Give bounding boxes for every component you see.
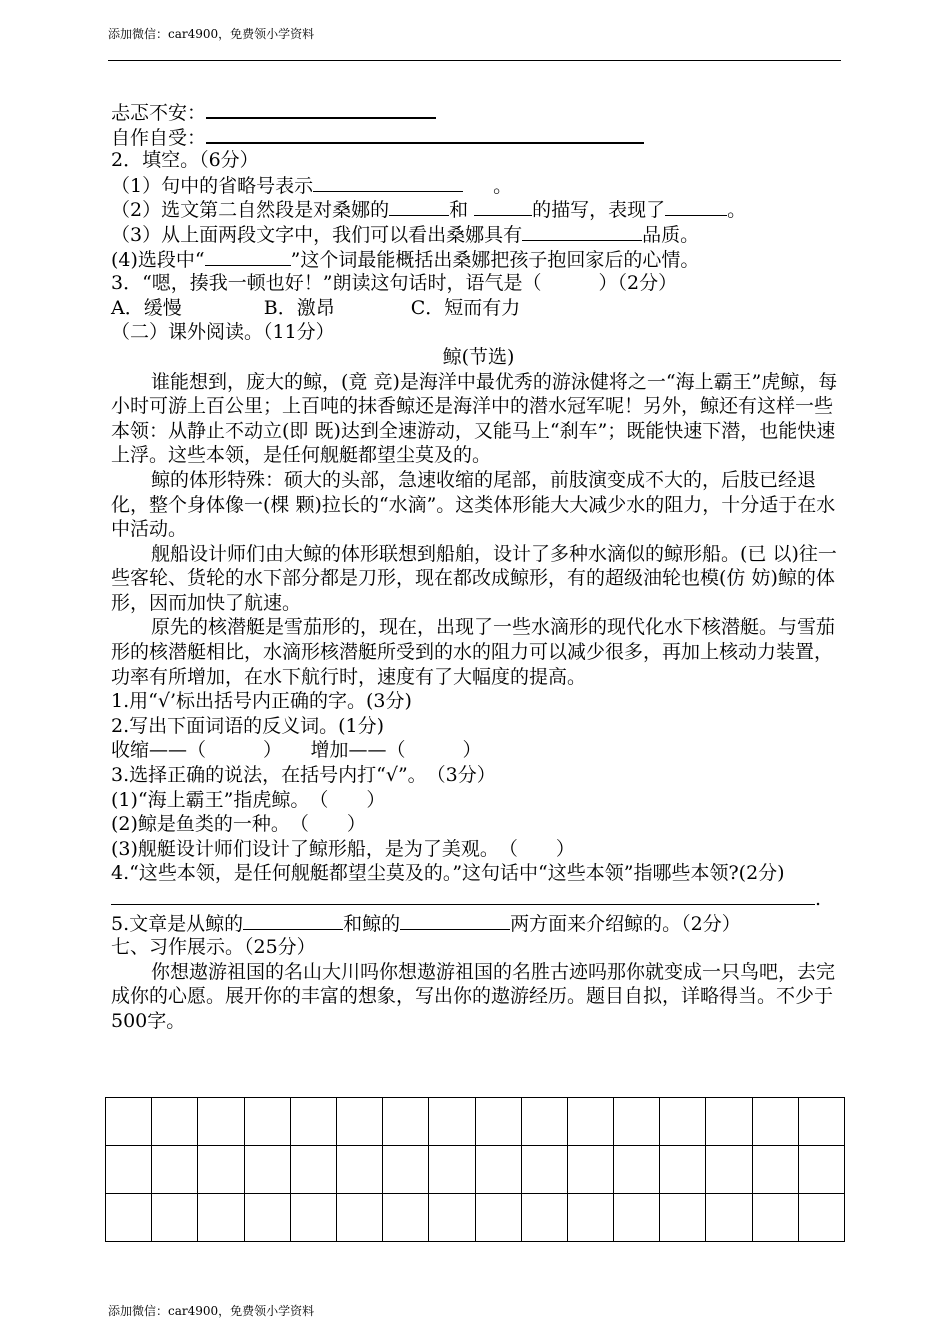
writing-prompt: 你想遨游祖国的名山大川吗你想遨游祖国的名胜古迹吗那你就变成一只鸟吧，去完成你的心愿。展开你的丰富的想象，写出你的遨游经历。题目自拟，详略得当。不少于500字。 — [111, 960, 836, 1032]
q2-title: 2．填空。（6分） — [111, 149, 259, 172]
grid-cell[interactable] — [521, 1146, 567, 1194]
answer-blank[interactable] — [522, 222, 642, 241]
grid-cell[interactable] — [336, 1146, 382, 1194]
q2-1-end: 。 — [493, 174, 513, 197]
passage-para-1: 谁能想到，庞大的鲸，(竟 竞)是海洋中最优秀的游泳健将之一“海上霸王”虎鲸，每小时可游上百公里；上百吨的抹香鲸还是海洋中的潜水冠军呢！另外，鲸还有这样一些本领：从静止不动立(即 既)达到全速游动，又能马上“刹车”；既能快速下潜，也能快速上浮。这些本领，是任何舰艇都望尘莫及的。 — [111, 370, 838, 467]
idiom-line-2 — [111, 124, 846, 149]
grid-cell[interactable] — [152, 1098, 198, 1146]
section-writing: 七、习作展示。（25分） — [111, 936, 316, 959]
composition-grid — [105, 1097, 845, 1242]
q2-1 — [111, 173, 846, 198]
grid-cell[interactable] — [152, 1194, 198, 1242]
grid-cell[interactable] — [290, 1146, 336, 1194]
answer-blank[interactable] — [205, 247, 291, 266]
answer-blank[interactable] — [389, 197, 449, 216]
grid-cell[interactable] — [198, 1098, 244, 1146]
q2-3-text: （3）从上面两段文字中，我们可以看出桑娜具有 — [111, 223, 523, 246]
q2-2-text2: 的描写，表现了 — [532, 199, 666, 222]
grid-cell[interactable] — [106, 1098, 152, 1146]
grid-cell[interactable] — [660, 1146, 706, 1194]
grid-row — [106, 1194, 845, 1242]
grid-cell[interactable] — [429, 1194, 475, 1242]
q2-2-text: （2）选文第二自然段是对桑娜的 — [111, 199, 390, 222]
grid-cell[interactable] — [752, 1146, 798, 1194]
grid-cell[interactable] — [336, 1098, 382, 1146]
reading-q3: 3.选择正确的说法，在括号内打“√”。 （3分） — [111, 764, 496, 787]
grid-cell[interactable] — [521, 1194, 567, 1242]
page-header-text: 添加微信：car4900，免费领小学资料 — [108, 27, 315, 41]
grid-cell[interactable] — [567, 1146, 613, 1194]
reading-q3-1: (1)“海上霸王”指虎鲸。 （ ） — [111, 788, 386, 811]
grid-cell[interactable] — [521, 1098, 567, 1146]
reading-q1: 1.用“√’标出括号内正确的字。(3分) — [111, 690, 412, 713]
grid-cell[interactable] — [752, 1194, 798, 1242]
grid-cell[interactable] — [244, 1194, 290, 1242]
grid-cell[interactable] — [383, 1146, 429, 1194]
reading-q3-2: (2)鲸是鱼类的一种。 （ ） — [111, 813, 366, 836]
q2-4-text2: ”这个词最能概括出桑娜把孩子抱回家后的心情。 — [290, 248, 700, 271]
grid-cell[interactable] — [429, 1146, 475, 1194]
q2-2-end: 。 — [727, 199, 747, 222]
grid-row — [106, 1098, 845, 1146]
passage-para-2: 鲸的体形特殊：硕大的头部，急速收缩的尾部，前肢演变成不大的，后肢已经退化，整个身体像一(棵 颗)拉长的“水滴”。这类体形能大大减少水的阻力，十分适于在水中活动。 — [111, 468, 836, 541]
grid-cell[interactable] — [244, 1098, 290, 1146]
reading-q4: 4.“这些本领，是任何舰艇都望尘莫及的。”这句话中“这些本领”指哪些本领?(2分) — [111, 862, 785, 885]
q2-2 — [111, 197, 846, 222]
grid-cell[interactable] — [660, 1098, 706, 1146]
idiom-label-1: 忐忑不安： — [111, 102, 207, 124]
grid-cell[interactable] — [383, 1098, 429, 1146]
grid-cell[interactable] — [798, 1194, 844, 1242]
section-extracurricular: （二）课外阅读。（11分） — [111, 321, 335, 344]
reading-q2: 2.写出下面词语的反义词。(1分) — [111, 714, 385, 737]
grid-cell[interactable] — [706, 1098, 752, 1146]
grid-cell[interactable] — [198, 1146, 244, 1194]
q2-1-text: （1）句中的省略号表示 — [111, 174, 314, 197]
grid-cell[interactable] — [290, 1194, 336, 1242]
grid-cell[interactable] — [798, 1146, 844, 1194]
q2-2-and: 和 — [449, 199, 469, 222]
reading-q4-answer-line — [111, 886, 846, 911]
answer-line-end: . — [815, 888, 822, 910]
passage-para-3: 舰船设计师们由大鲸的体形联想到船舶，设计了多种水滴似的鲸形船。(已 以)往一些客轮、货轮的水下部分都是刀形，现在都改成鲸形，有的超级油轮也模(仿 妨)鲸的体形，因而加快了航速。 — [111, 542, 837, 614]
passage-para-4: 原先的核潜艇是雪茄形的，现在，出现了一些水滴形的现代化水下核潜艇。与雪茄形的核潜艇相比，水滴形核潜艇所受到的水的阻力可以减少很多，再加上核动力装置，功率有所增加，在水下航行时，速度有了大幅度的提高。 — [111, 616, 836, 688]
idiom-line-1 — [111, 99, 846, 124]
q3: 3．“嗯，揍我一顿也好！”朗读这句话时，语气是（ ）（2分） — [111, 272, 678, 295]
grid-cell[interactable] — [567, 1194, 613, 1242]
q5-text3: 两方面来介绍鲸的。（2分） — [510, 912, 741, 935]
grid-cell[interactable] — [244, 1146, 290, 1194]
grid-cell[interactable] — [706, 1146, 752, 1194]
grid-cell[interactable] — [614, 1146, 660, 1194]
q3-options: A．缓慢 B．激昂 C．短而有力 — [111, 296, 521, 319]
answer-blank[interactable] — [400, 911, 510, 930]
worksheet-content — [111, 99, 846, 1034]
q2-3 — [111, 222, 846, 247]
q2-3-end: 品质。 — [642, 223, 700, 246]
grid-cell[interactable] — [475, 1194, 521, 1242]
grid-cell[interactable] — [798, 1098, 844, 1146]
reading-q2-answer: 收缩——（ ） 增加——（ ） — [111, 739, 482, 762]
grid-cell[interactable] — [475, 1098, 521, 1146]
answer-blank[interactable] — [474, 197, 532, 216]
answer-blank[interactable] — [665, 197, 727, 216]
grid-cell[interactable] — [475, 1146, 521, 1194]
page-footer-text: 添加微信：car4900，免费领小学资料 — [108, 1304, 315, 1318]
grid-row — [106, 1146, 845, 1194]
q5-text: 5.文章是从鲸的 — [111, 912, 244, 935]
answer-blank[interactable] — [313, 173, 463, 192]
grid-cell[interactable] — [106, 1194, 152, 1242]
q2-4-text: (4)选段中“ — [111, 248, 205, 271]
reading-q5 — [111, 911, 846, 936]
grid-cell[interactable] — [198, 1194, 244, 1242]
answer-blank[interactable] — [111, 886, 815, 905]
q2-4 — [111, 247, 846, 272]
grid-cell[interactable] — [567, 1098, 613, 1146]
grid-cell[interactable] — [383, 1194, 429, 1242]
grid-cell[interactable] — [614, 1098, 660, 1146]
reading-q3-3: (3)舰艇设计师们设计了鲸形船，是为了美观。 （ ） — [111, 837, 575, 860]
grid-cell[interactable] — [429, 1098, 475, 1146]
idiom-label-2: 自作自受： — [111, 126, 207, 149]
grid-cell[interactable] — [660, 1194, 706, 1242]
answer-blank[interactable] — [206, 124, 644, 144]
q5-text2: 和鲸的 — [343, 912, 401, 935]
answer-blank[interactable] — [243, 911, 343, 930]
grid-cell[interactable] — [336, 1194, 382, 1242]
grid-cell[interactable] — [106, 1146, 152, 1194]
header-rule — [108, 60, 841, 61]
grid-cell[interactable] — [706, 1194, 752, 1242]
grid-cell[interactable] — [752, 1098, 798, 1146]
grid-cell[interactable] — [152, 1146, 198, 1194]
grid-cell[interactable] — [614, 1194, 660, 1242]
passage-title: 鲸(节选) — [442, 345, 515, 368]
answer-blank[interactable] — [206, 99, 436, 119]
grid-cell[interactable] — [290, 1098, 336, 1146]
